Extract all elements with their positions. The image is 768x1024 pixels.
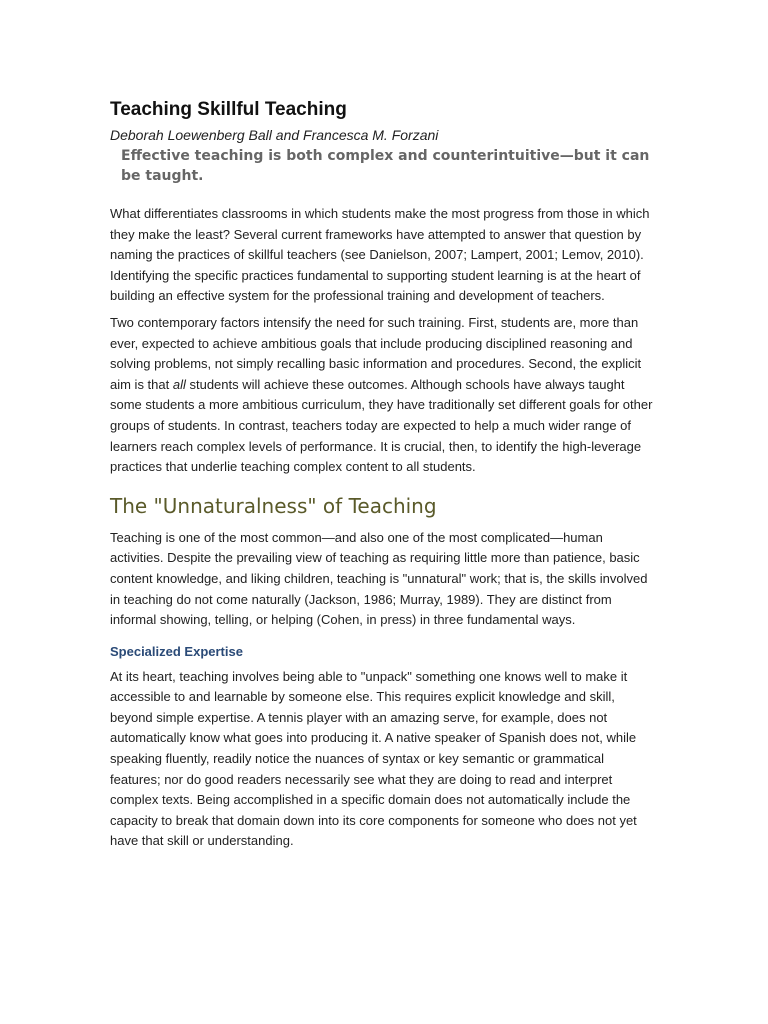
subsection-heading: Specialized Expertise — [110, 643, 243, 659]
paragraph-text: Two contemporary factors intensify the need for such training. First, students are, more than ever, expected to achieve ambitious goals that include producing disciplined reasoning and solving problems, not simply recalling basic information and procedures. Second, the explicit aim is that — [110, 314, 642, 392]
emphasis-text: all — [172, 376, 186, 392]
article-deck: Effective teaching is both complex and counterintuitive—but it can be taught. — [121, 148, 650, 184]
paragraph-unnaturalness: Teaching is one of the most common—and also one of the most complicated—human activities. Despite the prevailing view of teaching as requiring little more than patience, basic content knowledge, and liking children, teaching is "unnatural" work; that is, the skills involved in teaching do not come naturally (Jackson, 1986; Murray, 1989). They are distinct from informal showing, telling, or helping (Cohen, in press) in three fundamental ways. — [110, 529, 648, 628]
paragraph-intro: What differentiates classrooms in which students make the most progress from those in which they make the least? Several current frameworks have attempted to answer that question by naming the practices of skillful teachers (see Danielson, 2007; Lampert, 2001; Lemov, 2010). Identifying the specific practices fundamental to supporting student learning is at the heart of building an effective system for the professional training and development of teachers. — [110, 206, 650, 304]
section-heading: The "Unnaturalness" of Teaching — [110, 493, 437, 518]
article — [110, 98, 658, 852]
paragraph-text: students will achieve these outcomes. Although schools have always taught some students a more ambitious curriculum, they have traditionally set different goals for other groups of students. In contrast, teachers today are expected to help a much wider range of learners reach complex levels of performance. It is crucial, then, to identify the high-leverage practices that underlie teaching complex content to all students. — [110, 376, 653, 475]
paragraph-factors — [110, 313, 658, 478]
paragraph-expertise: At its heart, teaching involves being able to "unpack" something one knows well to make it accessible to and learnable by someone else. This requires explicit knowledge and skill, beyond simple expertise. A tennis player with an amazing serve, for example, does not automatically know what goes into producing it. A native speaker of Spanish does not, while speaking fluently, readily notice the nuances of syntax or key semantic or grammatical features; nor do good readers necessarily see what they are doing to read and interpret complex texts. Being accomplished in a specific domain does not automatically include the capacity to break that domain down into its core components for someone who does not yet have that skill or understanding. — [110, 668, 637, 849]
article-title: Teaching Skillful Teaching — [110, 99, 347, 120]
article-authors: Deborah Loewenberg Ball and Francesca M. Forzani — [110, 127, 439, 143]
